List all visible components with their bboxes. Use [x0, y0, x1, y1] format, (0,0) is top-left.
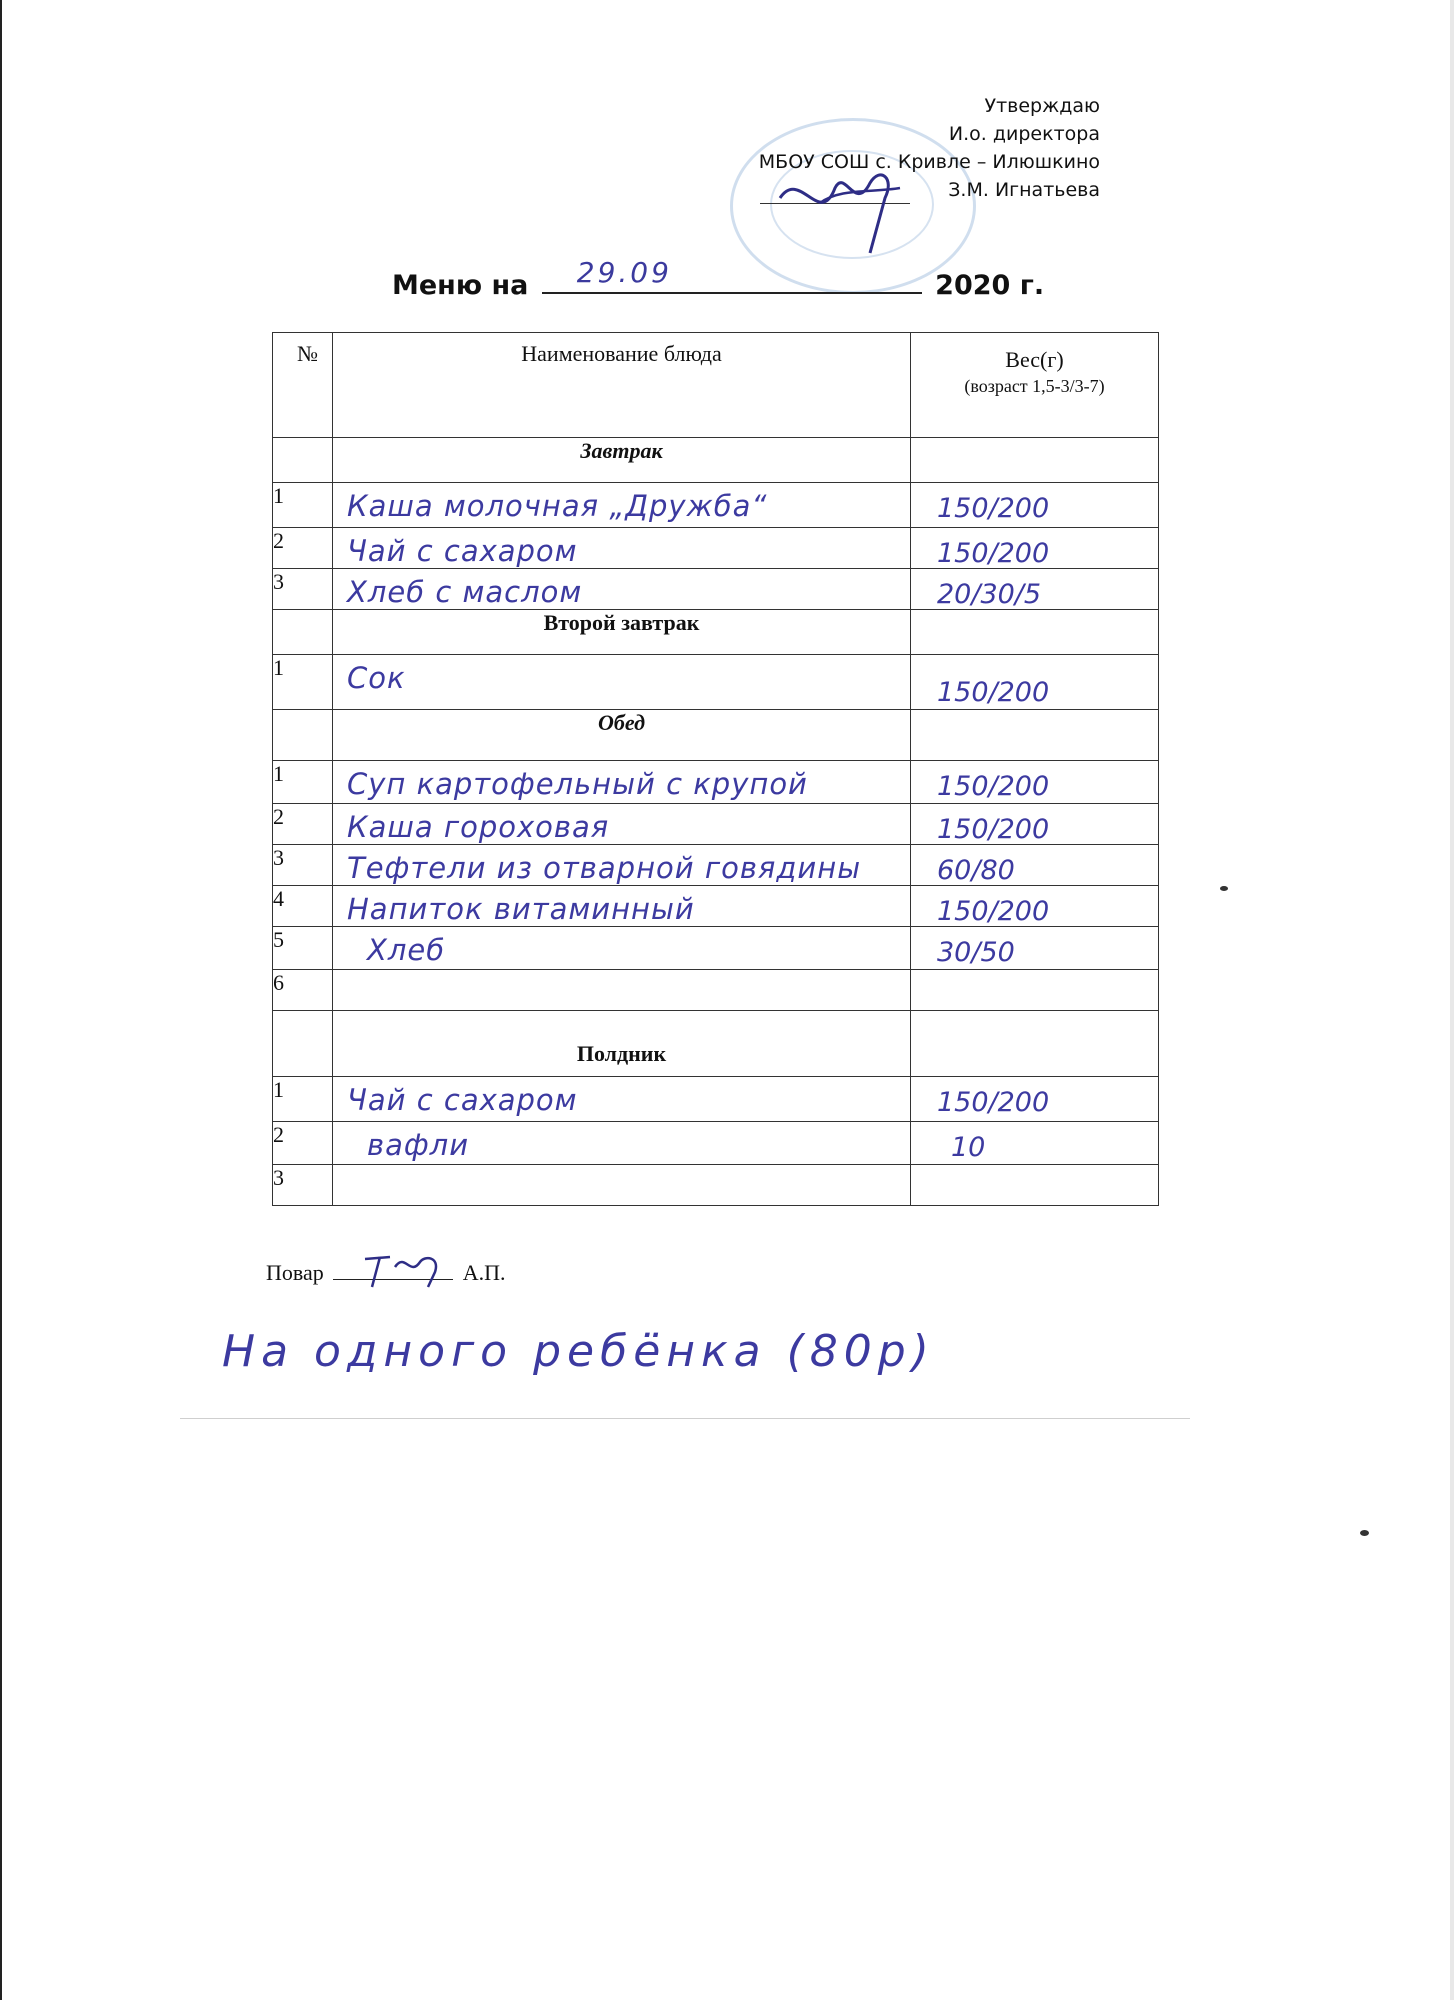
header-weight-label: Вес(г): [1005, 347, 1064, 372]
row-num: 1: [273, 483, 333, 528]
table-row: [273, 886, 1159, 927]
section-row-second-breakfast: [273, 610, 1159, 655]
title-date-blank: [542, 256, 922, 294]
row-weight: 150/200: [937, 677, 1050, 708]
row-weight: 150/200: [937, 814, 1050, 845]
approval-line-1: Утверждаю: [984, 95, 1100, 117]
row-weight: 10: [951, 1132, 986, 1163]
row-dish: Тефтели из отварной говядины: [347, 851, 862, 885]
scan-speck: [1360, 1530, 1369, 1536]
row-num: 3: [273, 1165, 333, 1206]
title-date-handwritten: 29.09: [576, 256, 672, 289]
row-dish: Чай с сахаром: [347, 1083, 578, 1117]
row-dish: вафли: [367, 1128, 470, 1162]
director-signature: [760, 158, 920, 258]
row-num: 2: [273, 528, 333, 569]
menu-table: [272, 332, 1159, 1206]
table-row: [273, 655, 1159, 710]
row-num: 4: [273, 886, 333, 927]
row-weight: 60/80: [937, 855, 1015, 886]
row-num: 2: [273, 1122, 333, 1165]
row-num: 3: [273, 845, 333, 886]
approval-line-4: З.М. Игнатьева: [948, 179, 1100, 201]
table-row: [273, 761, 1159, 804]
table-row: [273, 1122, 1159, 1165]
row-dish: Хлеб с маслом: [347, 575, 583, 609]
row-weight: 150/200: [937, 896, 1050, 927]
header-weight-sub: (возраст 1,5-3/3-7): [964, 376, 1105, 396]
row-dish: Хлеб: [367, 933, 446, 967]
header-num: №: [273, 333, 333, 438]
row-num: 1: [273, 1077, 333, 1122]
row-weight: 150/200: [937, 538, 1050, 569]
row-num: 5: [273, 927, 333, 970]
scan-speck: [1220, 886, 1228, 891]
row-num: 1: [273, 761, 333, 804]
row-weight: 150/200: [937, 493, 1050, 524]
row-dish: Чай с сахаром: [347, 534, 578, 568]
page-title: [392, 256, 1045, 301]
cook-label: Повар: [266, 1260, 324, 1285]
row-dish: Суп картофельный с крупой: [347, 767, 808, 801]
row-weight: 150/200: [937, 771, 1050, 802]
table-row: [273, 927, 1159, 970]
table-row: [273, 845, 1159, 886]
table-row: [273, 970, 1159, 1011]
approval-line-3: МБОУ СОШ с. Кривле – Илюшкино: [758, 151, 1100, 173]
section-row-lunch: [273, 710, 1159, 761]
row-dish: Каша гороховая: [347, 810, 610, 844]
section-second-breakfast: Второй завтрак: [333, 610, 911, 655]
table-row: [273, 483, 1159, 528]
section-breakfast: Завтрак: [333, 438, 911, 483]
row-weight: 30/50: [937, 937, 1015, 968]
table-row: [273, 804, 1159, 845]
cook-signature: [350, 1247, 470, 1292]
title-suffix: 2020 г.: [935, 270, 1045, 301]
row-num: 6: [273, 970, 333, 1011]
row-weight: 150/200: [937, 1087, 1050, 1118]
row-dish: Напиток витаминный: [347, 892, 695, 926]
table-header-row: [273, 333, 1159, 438]
row-num: 2: [273, 804, 333, 845]
cook-initials: А.П.: [462, 1260, 506, 1285]
approval-line-2: И.о. директора: [948, 123, 1100, 145]
scan-left-edge: [0, 0, 2, 2000]
row-num: 1: [273, 655, 333, 710]
section-snack: Полдник: [333, 1011, 911, 1077]
table-row: [273, 1077, 1159, 1122]
scan-right-edge: [1450, 0, 1454, 2000]
row-dish: Сок: [347, 661, 406, 695]
horizontal-rule: [180, 1418, 1190, 1419]
table-row: [273, 1165, 1159, 1206]
section-row-breakfast: [273, 438, 1159, 483]
handwritten-note: На одного ребёнка (80р): [222, 1326, 935, 1377]
section-row-snack: [273, 1011, 1159, 1077]
row-dish: Каша молочная „Дружба“: [347, 489, 768, 523]
row-num: 3: [273, 569, 333, 610]
header-weight: [911, 333, 1159, 438]
title-prefix: Меню на: [392, 270, 529, 301]
row-weight: 20/30/5: [937, 579, 1042, 610]
table-row: [273, 528, 1159, 569]
section-lunch: Обед: [333, 710, 911, 761]
table-row: [273, 569, 1159, 610]
header-dish: Наименование блюда: [333, 333, 911, 438]
